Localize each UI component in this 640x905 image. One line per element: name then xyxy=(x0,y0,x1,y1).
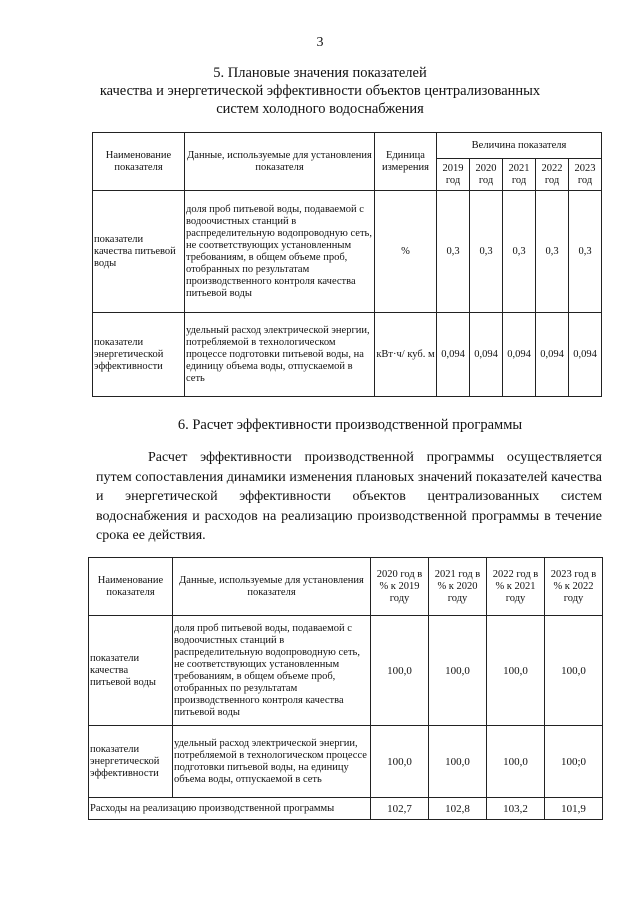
indicator-value: 100,0 xyxy=(429,616,487,726)
header-name: Наименование показателя xyxy=(89,558,173,616)
indicator-data: удельный расход электрической энергии, потребляемой в технологическом процессе подготовки питьевой воды, на единицу объема воды, отпускаемой в сеть xyxy=(185,313,375,397)
section-6-paragraph: Расчет эффективности производственной программы осуществляется путем сопоставления динамики изменения плановых значений показателей качества и энергетической эффективности объектов централизованных систем водоснабжения и расходов на реализацию производственной программы в течение срока ее действия. xyxy=(96,450,602,543)
indicator-name: показатели энергетической эффективности xyxy=(89,726,173,798)
indicator-value: 0,094 xyxy=(569,313,602,397)
indicator-value: 100;0 xyxy=(545,726,603,798)
indicator-value: 0,094 xyxy=(536,313,569,397)
indicator-value: 0,3 xyxy=(470,191,503,313)
header-period: 2021 год в % к 2020 году xyxy=(429,558,487,616)
total-value: 101,9 xyxy=(545,798,603,820)
indicator-value: 100,0 xyxy=(487,726,545,798)
header-period: 2022 год в % к 2021 году xyxy=(487,558,545,616)
total-row xyxy=(89,798,603,820)
total-value: 103,2 xyxy=(487,798,545,820)
header-year: 2021 год xyxy=(503,159,536,191)
indicator-value: 100,0 xyxy=(429,726,487,798)
indicator-value: 0,3 xyxy=(503,191,536,313)
section-5-title-line: 5. Плановые значения показателей xyxy=(213,65,427,81)
header-data: Данные, используемые для установления показателя xyxy=(185,133,375,191)
indicator-unit: % xyxy=(375,191,437,313)
total-label: Расходы на реализацию производственной программы xyxy=(89,798,371,820)
section-5-title-line: качества и энергетической эффективности объектов централизованных xyxy=(99,83,541,99)
section-6-title: 6. Расчет эффективности производственной программы xyxy=(177,417,523,433)
header-value-group: Величина показателя xyxy=(437,133,602,159)
table-row xyxy=(89,726,603,798)
header-year: 2019 год xyxy=(437,159,470,191)
planned-indicators-table xyxy=(92,132,602,397)
total-value: 102,7 xyxy=(371,798,429,820)
indicator-value: 0,3 xyxy=(437,191,470,313)
header-period: 2020 год в % к 2019 году xyxy=(371,558,429,616)
indicator-name: показатели энергетической эффективности xyxy=(93,313,185,397)
indicator-value: 100,0 xyxy=(371,726,429,798)
table-row xyxy=(93,191,602,313)
header-unit: Единица измерения xyxy=(375,133,437,191)
section-5-title xyxy=(0,64,640,118)
header-data: Данные, используемые для установления показателя xyxy=(173,558,371,616)
header-year: 2022 год xyxy=(536,159,569,191)
header-year: 2023 год xyxy=(569,159,602,191)
indicator-value: 100,0 xyxy=(371,616,429,726)
table-row xyxy=(89,616,603,726)
header-period: 2023 год в % к 2022 году xyxy=(545,558,603,616)
indicator-name: показатели качества питьевой воды xyxy=(93,191,185,313)
indicator-value: 100,0 xyxy=(545,616,603,726)
indicator-data: доля проб питьевой воды, подаваемой с водоочистных станций в распределительную водопроводную сеть, не соответствующих установленным требованиям, в общем объеме проб, отобранных по результатам производственного контроля качества питьевой воды xyxy=(173,616,371,726)
page-number: 3 xyxy=(316,35,324,50)
indicator-value: 0,3 xyxy=(569,191,602,313)
indicator-value: 0,094 xyxy=(437,313,470,397)
indicator-data: удельный расход электрической энергии, потребляемой в технологическом процессе подготовки питьевой воды, на единицу объема воды, отпускаемой в сеть xyxy=(173,726,371,798)
indicator-value: 0,094 xyxy=(503,313,536,397)
indicator-value: 0,094 xyxy=(470,313,503,397)
section-5-title-line: систем холодного водоснабжения xyxy=(216,101,424,117)
indicator-unit: кВт·ч/ куб. м xyxy=(375,313,437,397)
header-name: Наименование показателя xyxy=(93,133,185,191)
total-value: 102,8 xyxy=(429,798,487,820)
indicator-name: показатели качества питьевой воды xyxy=(89,616,173,726)
indicator-value: 0,3 xyxy=(536,191,569,313)
indicator-value: 100,0 xyxy=(487,616,545,726)
header-year: 2020 год xyxy=(470,159,503,191)
table-row xyxy=(93,313,602,397)
efficiency-table xyxy=(88,557,603,820)
indicator-data: доля проб питьевой воды, подаваемой с водоочистных станций в распределительную водопроводную сеть, не соответствующих установленным требованиям, в общем объеме проб, отобранных по результатам производственного контроля качества питьевой воды xyxy=(185,191,375,313)
